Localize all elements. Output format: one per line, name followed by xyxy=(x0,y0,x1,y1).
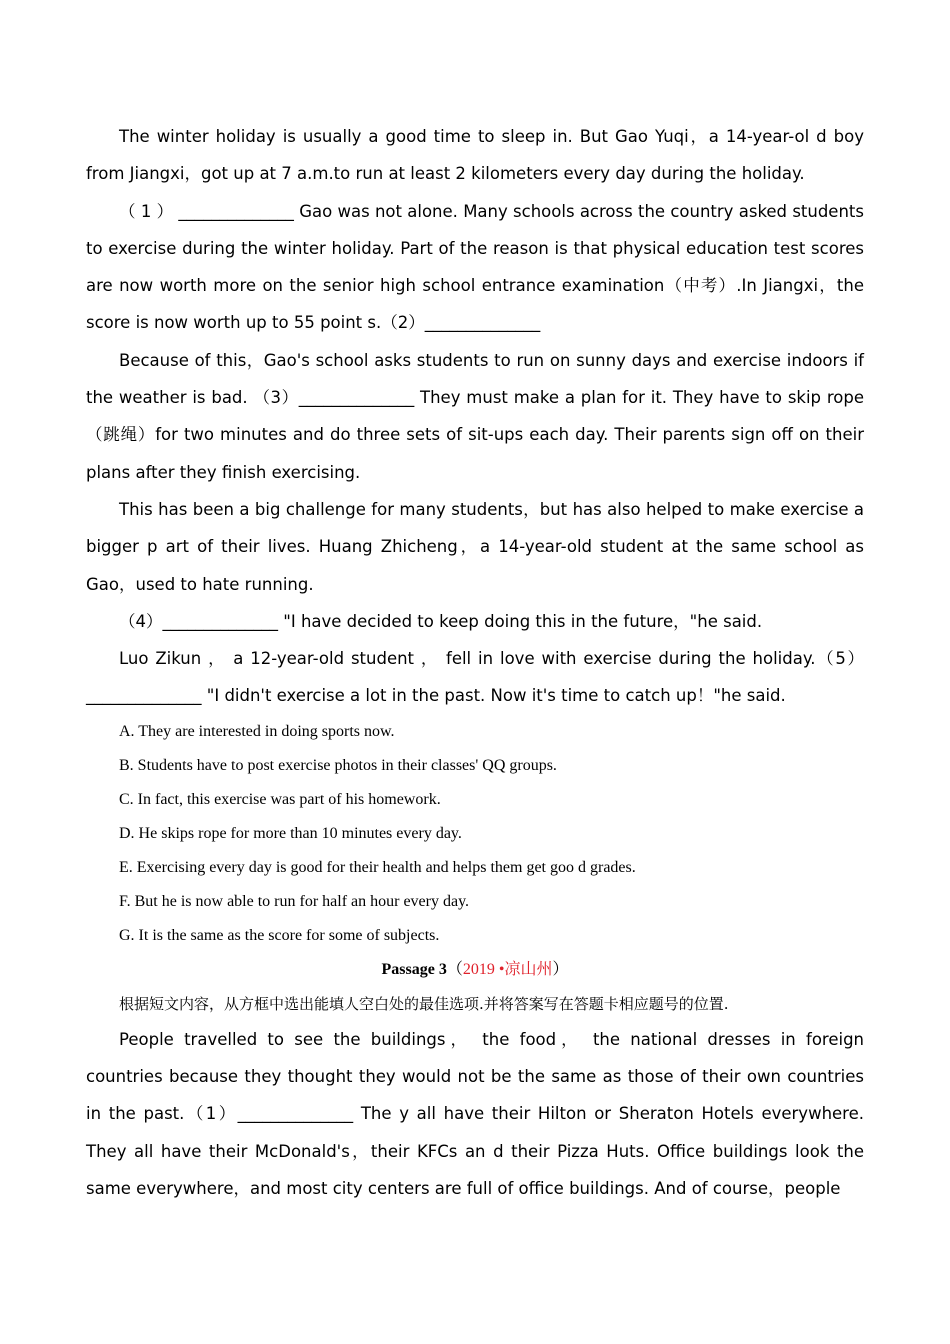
option-e: E. Exercising every day is good for their health and helps them get goo d grades. xyxy=(119,858,636,876)
passage2-paragraph-5: （4）______________ "I have decided to keep doing this in the future，"he said. xyxy=(119,611,763,631)
passage2-paragraph-6: Luo Zikun ， a 12-year-old student ， fell in love with exercise during the holiday.（5）______________ "I didn't exercise a lot in the past. Now it's time to catch up！"he said. xyxy=(86,649,864,706)
option-f: F. But he is now able to run for half an hour every day. xyxy=(119,892,470,910)
passage2-paragraph-2: （ 1 ） ______________ Gao was not alone. Many schools across the country asked students to exercise during the winter holiday. Part of the reason is that physical education test scores are now worth more on the senior high school entrance examination（中考）.In Jiangxi，the score is now worth up to 55 point s.（2）______________ xyxy=(86,201,864,333)
option-b: B. Students have to post exercise photos in their classes' QQ groups. xyxy=(119,756,557,774)
option-c: C. In fact, this exercise was part of his homework. xyxy=(119,790,441,808)
source-open-paren: （ xyxy=(446,960,463,978)
passage3-source: 2019 •凉山州 xyxy=(462,960,553,978)
document-body xyxy=(86,118,864,1207)
options-list xyxy=(86,715,864,953)
passage3-title: Passage 3 xyxy=(381,960,447,978)
option-a: A. They are interested in doing sports now. xyxy=(119,722,395,740)
option-d: D. He skips rope for more than 10 minutes every day. xyxy=(119,824,462,842)
passage3-paragraph: People travelled to see the buildings， the food， the national dresses in foreign countries because they thought they would not be the same as those of their own countries in the past.（1）______________ The y all have their Hilton or Sheraton Hotels everywhere. They all have their McDonald's，their KFCs an d their Pizza Huts. Office buildings look the same everywhere，and most city centers are full of office buildings. And of course，people xyxy=(86,1029,864,1198)
passage2-paragraph-4: This has been a big challenge for many students，but has also helped to make exercise a bigger p art of their lives. Huang Zhicheng，a 14-year-old student at the same school as Gao，used to hate running. xyxy=(86,499,864,594)
passage3-heading xyxy=(86,953,864,987)
option-g: G. It is the same as the score for some of subjects. xyxy=(119,926,440,944)
passage3-instruction: 根据短文内容，从方框中选出能填人空白处的最佳选项.并将答案写在答题卡相应题号的位置. xyxy=(119,994,729,1013)
source-close-paren: ） xyxy=(552,960,569,978)
passage2-paragraph-1: The winter holiday is usually a good time to sleep in. But Gao Yuqi，a 14-year-ol d boy from Jiangxi，got up at 7 a.m.to run at least 2 kilometers every day during the holiday. xyxy=(86,127,864,184)
passage2-paragraph-3: Because of this，Gao's school asks students to run on sunny days and exercise indoors if the weather is bad. （3）______________ They must make a plan for it. They have to skip rope（跳绳）for two minutes and do three sets of sit-ups each day. Their parents sign off on their plans after they finish exercising. xyxy=(86,350,864,482)
